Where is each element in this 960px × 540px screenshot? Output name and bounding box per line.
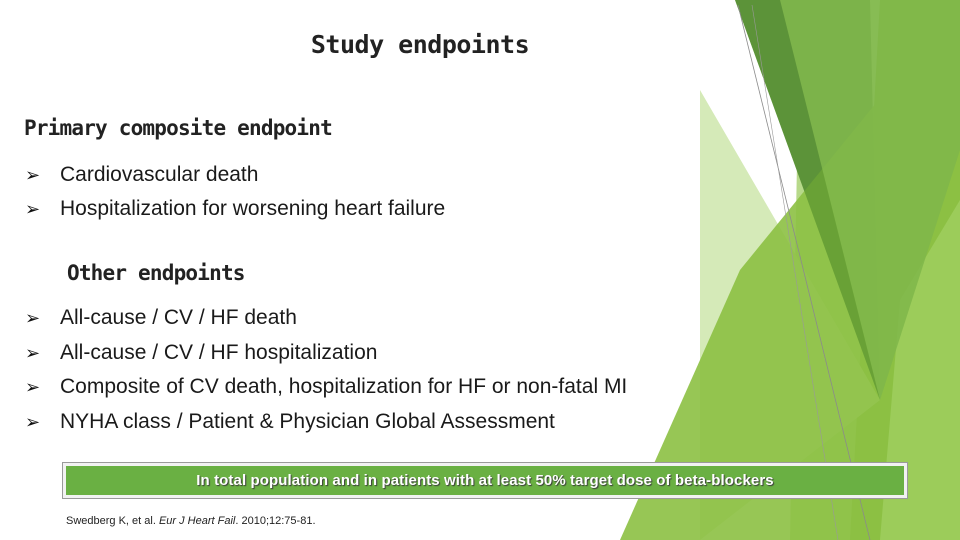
arrowhead-bullet-icon: ➢ <box>25 308 41 328</box>
list-item <box>25 192 445 226</box>
list-item-text: Cardiovascular death <box>60 163 259 186</box>
primary-endpoint-heading: Primary composite endpoint <box>24 116 332 140</box>
population-note-text: In total population and in patients with at least 50% target dose of beta-blockers <box>196 472 774 489</box>
list-item <box>25 336 627 371</box>
other-endpoints-heading: Other endpoints <box>67 261 245 285</box>
citation-journal: Eur J Heart Fail <box>158 515 236 527</box>
arrowhead-bullet-icon: ➢ <box>25 411 41 432</box>
other-endpoints-list <box>25 301 627 439</box>
list-item-text: All-cause / CV / HF death <box>60 306 297 329</box>
list-item-text: Hospitalization for worsening heart failure <box>60 197 446 220</box>
arrowhead-bullet-icon: ➢ <box>25 199 41 219</box>
list-item <box>25 158 445 192</box>
slide-title: Study endpoints <box>310 30 530 59</box>
arrowhead-bullet-icon: ➢ <box>25 342 41 363</box>
list-item <box>25 405 627 440</box>
primary-endpoint-list <box>25 158 445 226</box>
list-item <box>25 301 627 336</box>
list-item <box>25 370 627 405</box>
citation <box>66 515 316 527</box>
arrowhead-bullet-icon: ➢ <box>25 377 41 397</box>
list-item-text: NYHA class / Patient & Physician Global Assessment <box>60 409 555 433</box>
population-note-banner <box>63 463 907 498</box>
citation-authors: Swedberg K, et al. <box>66 515 159 527</box>
citation-details: . 2010;12:75-81. <box>235 515 316 527</box>
arrowhead-bullet-icon: ➢ <box>25 165 41 185</box>
list-item-text: Composite of CV death, hospitalization for HF or non-fatal MI <box>60 375 628 398</box>
list-item-text: All-cause / CV / HF hospitalization <box>60 340 378 364</box>
